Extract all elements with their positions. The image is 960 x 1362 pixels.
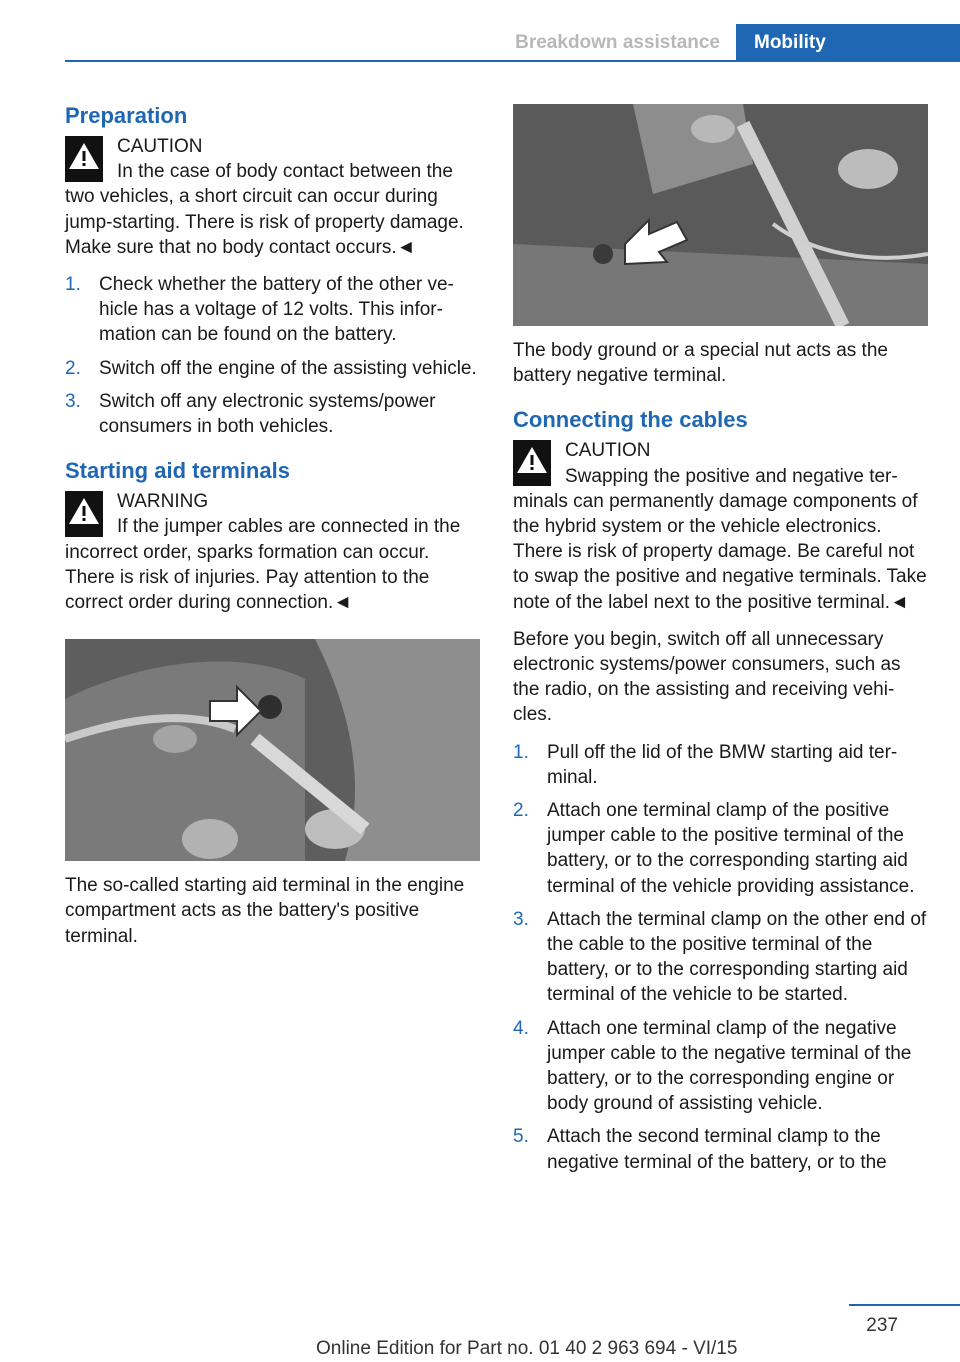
photo-caption: The body ground or a special nut acts as the battery negative terminal. — [513, 340, 888, 387]
step-number: 2. — [65, 357, 81, 379]
caution-block-connecting — [513, 438, 927, 614]
step-text: Check whether the battery of the other vehicle has a voltage of 12 volts. This information can be found on the battery. — [99, 274, 454, 346]
list-item — [65, 272, 479, 348]
preparation-steps — [65, 272, 479, 439]
step-text: Attach the second terminal clamp to the negative terminal of the battery, or to the — [547, 1126, 887, 1173]
list-item — [513, 1124, 927, 1174]
step-text: Switch off any electronic systems/power consumers in both vehicles. — [99, 390, 436, 438]
heading-connecting-cables: Connecting the cables — [513, 407, 748, 433]
heading-preparation: Preparation — [65, 103, 188, 128]
step-text: Switch off the engine of the assisting vehicle. — [99, 357, 477, 379]
step-number: 4. — [513, 1017, 529, 1039]
heading-starting-aid-terminals: Starting aid terminals — [65, 458, 290, 484]
list-item — [65, 356, 479, 381]
step-number: 1. — [65, 274, 81, 296]
warning-text-rest: minals can permanently damage components of the hybrid system or the vehicle electronics. There is risk of property damage. Be careful not to swap the positive and negative terminals. Take note of the label next to the positive terminal.◄ — [513, 490, 927, 613]
step-number: 1. — [513, 741, 529, 763]
step-text: Pull off the lid of the BMW starting aid terminal. — [547, 741, 898, 788]
step-text: Attach one terminal clamp of the positive jumper cable to the positive terminal of the battery, or to the corresponding starting aid terminal of the vehicle providing assistance. — [547, 800, 915, 897]
list-item — [513, 798, 927, 899]
warning-text-first: If the jumper cables are connected in the — [117, 516, 461, 538]
connecting-steps — [513, 740, 927, 1175]
list-item — [513, 740, 927, 790]
warning-triangle-icon — [513, 440, 551, 486]
page-number: 237 — [866, 1315, 898, 1336]
warning-label: CAUTION — [565, 440, 651, 462]
warning-triangle-icon — [65, 491, 103, 537]
header-section-title: Breakdown assistance — [515, 32, 720, 53]
list-item — [513, 907, 927, 1008]
step-number: 3. — [65, 390, 81, 412]
list-item — [513, 1016, 927, 1117]
warning-text-first: Swapping the positive and negative ter- — [565, 465, 898, 487]
caution-block-preparation — [65, 134, 479, 260]
warning-triangle-icon — [65, 136, 103, 182]
warning-text-rest: incorrect order, sparks formation can occur. There is risk of injuries. Pay attention to the correct order during connection.◄ — [65, 541, 430, 614]
left-column — [65, 102, 479, 949]
list-item — [65, 389, 479, 439]
step-number: 2. — [513, 800, 529, 822]
intro-paragraph: Before you begin, switch off all unnecessary electronic systems/power consumers, such as the radio, on the assisting and receiving vehicles. — [513, 628, 901, 726]
step-text: Attach one terminal clamp of the negative jumper cable to the negative terminal of the battery, or to the corresponding engine or body ground of assisting vehicle. — [547, 1017, 912, 1115]
warning-block-terminals — [65, 489, 479, 615]
right-column — [513, 102, 927, 1183]
header-chapter-tab: Mobility — [736, 24, 960, 62]
photo-caption: The so-called starting aid terminal in the engine compartment acts as the battery's positive terminal. — [65, 875, 465, 947]
warning-label: CAUTION — [117, 136, 203, 157]
footer-rule — [849, 1304, 960, 1306]
footer-edition: Online Edition for Part no. 01 40 2 963 694 - VI/15 — [316, 1338, 738, 1359]
engine-compartment-photo — [65, 639, 480, 861]
warning-text-first: In the case of body contact between the — [117, 161, 453, 183]
body-ground-photo — [513, 104, 928, 326]
step-number: 3. — [513, 908, 529, 930]
warning-text-rest: two vehicles, a short circuit can occur during jump-starting. There is risk of property damage. Make sure that no body contact occurs.◄ — [65, 186, 464, 258]
step-number: 5. — [513, 1126, 529, 1148]
step-text: Attach the terminal clamp on the other end of the cable to the positive terminal of the battery, or to the corresponding starting aid terminal of the vehicle to be started. — [547, 908, 927, 1006]
page-header — [65, 24, 960, 62]
warning-label: WARNING — [117, 491, 209, 513]
